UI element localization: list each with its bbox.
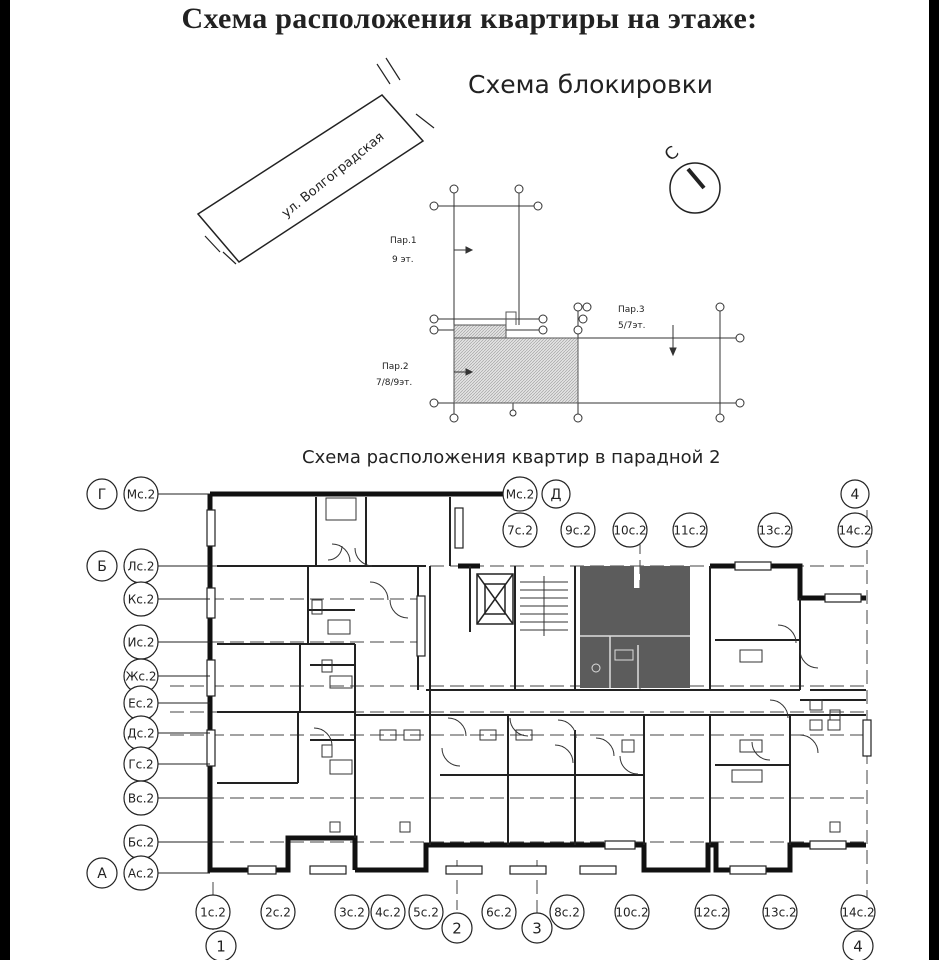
bottom-axis-label: 6с.2 [486,905,512,920]
street-label: ул. Волгоградская [279,129,388,222]
numbered-axis: 1 [216,937,226,956]
numbered-axis: 2 [452,919,462,938]
street-strip [198,58,434,264]
top-axis-bubbles [503,477,872,547]
top-axis-label: 11с.2 [673,523,707,538]
bottom-axis-label: 1с.2 [200,905,226,920]
floor-plan [170,494,871,930]
floor-plan-title: Схема расположения квартир в парадной 2 [302,447,721,468]
numbered-axis: 4 [853,937,863,956]
top-axis-label: Д [550,487,562,504]
bottom-axis-label: 8с.2 [554,905,580,920]
top-axis-label: 10с.2 [613,523,647,538]
left-axis-label: Дс.2 [127,726,155,741]
elevator-core [477,574,513,624]
bottom-axis-label: 13с.2 [763,905,797,920]
staircase [520,576,568,636]
top-axis-label: 4 [850,487,860,504]
block-scheme-title: Схема блокировки [468,70,714,99]
bottom-axis-label: 10с.2 [615,905,649,920]
left-axis-label: Лс.2 [127,559,155,574]
top-axis-label: 14с.2 [838,523,872,538]
sheet [10,0,929,960]
left-axis-label: Ес.2 [128,696,154,711]
left-axis-label: Вс.2 [127,791,155,806]
north-letter: С [661,142,683,166]
section-3-name: Пар.3 [618,305,645,315]
section-1-floors: 9 эт. [392,255,414,265]
drawing [10,0,929,960]
block-scheme [430,185,744,422]
section-2-floors: 7/8/9эт. [376,378,413,388]
section-1-name: Пар.1 [390,236,417,246]
section-3-floors: 5/7эт. [618,321,646,331]
left-axis-mark: Б [97,559,107,576]
left-axis-label: Гс.2 [128,757,154,772]
bottom-axis-label: 3с.2 [339,905,365,920]
bottom-axis-label: 12с.2 [695,905,729,920]
bottom-axis-label: 14с.2 [841,905,875,920]
left-axis-label: Ас.2 [127,866,155,881]
bottom-axis-label: 2с.2 [265,905,291,920]
top-axis-label: 7с.2 [507,523,533,538]
highlighted-apartment [580,566,690,688]
left-axis-label: Кс.2 [127,592,155,607]
left-axis-mark: Г [97,487,107,504]
left-axis-label: Мс.2 [126,487,156,502]
page-title: Схема расположения квартиры на этаже: [181,2,758,35]
north-indicator [661,142,720,213]
left-axis-mark: А [97,866,107,883]
top-axis-label: 9с.2 [565,523,591,538]
left-axis-bubbles [87,477,210,890]
left-axis-label: Бс.2 [127,835,155,850]
numbered-axis: 3 [532,919,542,938]
bottom-axis-label: 4с.2 [375,905,401,920]
left-axis-label: Жс.2 [125,669,157,684]
top-axis-label: Мс.2 [505,487,535,502]
left-axis-label: Ис.2 [127,635,155,650]
axis-markers [87,477,875,960]
section-2-name: Пар.2 [382,362,409,372]
top-axis-label: 13с.2 [758,523,792,538]
bottom-axis-label: 5с.2 [413,905,439,920]
